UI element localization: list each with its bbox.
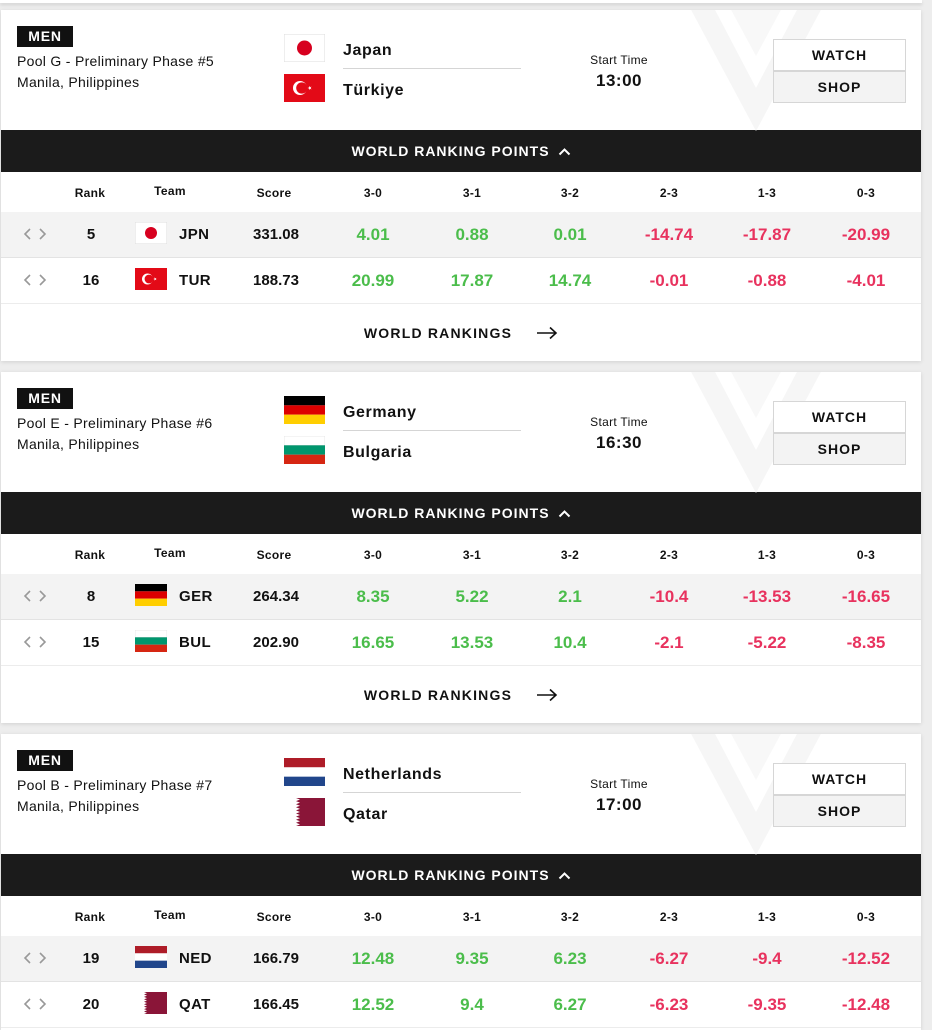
venue-label: Manila, Philippines bbox=[17, 74, 140, 90]
category-badge: MEN bbox=[17, 388, 73, 409]
match-header bbox=[1, 372, 921, 492]
team2-name[interactable]: Bulgaria bbox=[343, 444, 412, 461]
flag-bulgaria-icon bbox=[284, 436, 325, 464]
team1-name[interactable]: Japan bbox=[343, 42, 393, 59]
points-table-header bbox=[1, 534, 921, 574]
points-31: 9.4 bbox=[460, 995, 484, 1014]
points-23: -2.1 bbox=[654, 633, 684, 652]
team-code[interactable]: GER bbox=[179, 588, 213, 605]
col-rank-header: Rank bbox=[74, 186, 106, 200]
col-30-header: 3-0 bbox=[363, 548, 383, 562]
table-row bbox=[1, 574, 921, 620]
col-team-header: Team bbox=[154, 908, 186, 922]
start-time-label: Start Time bbox=[590, 777, 648, 791]
col-30-header: 3-0 bbox=[363, 910, 383, 924]
world-ranking-points-toggle[interactable] bbox=[1, 130, 921, 172]
col-rank-header: Rank bbox=[74, 548, 106, 562]
points-32: 14.74 bbox=[548, 271, 592, 290]
col-rank-header: Rank bbox=[74, 910, 106, 924]
col-score-header: Score bbox=[256, 548, 292, 562]
start-time-label: Start Time bbox=[590, 53, 648, 67]
col-31-header: 3-1 bbox=[462, 186, 482, 200]
team-code[interactable]: BUL bbox=[179, 634, 212, 651]
shop-button[interactable]: SHOP bbox=[773, 795, 906, 827]
points-03: -12.48 bbox=[841, 995, 891, 1014]
points-03: -20.99 bbox=[841, 225, 891, 244]
points-30: 8.35 bbox=[356, 587, 390, 606]
points-30: 16.65 bbox=[351, 633, 395, 652]
points-31: 0.88 bbox=[455, 225, 489, 244]
left-right-arrows-icon[interactable] bbox=[23, 589, 47, 603]
flag-turkiye-icon bbox=[135, 268, 167, 290]
flag-japan-icon bbox=[135, 222, 167, 244]
watch-button[interactable]: WATCH bbox=[773, 39, 906, 71]
points-32: 0.01 bbox=[553, 225, 587, 244]
team-divider bbox=[343, 792, 521, 793]
previous-card-edge bbox=[0, 0, 922, 3]
col-23-header: 2-3 bbox=[659, 910, 679, 924]
flag-qatar-icon bbox=[135, 992, 167, 1014]
points-table-header bbox=[1, 896, 921, 936]
col-03-header: 0-3 bbox=[856, 910, 876, 924]
col-13-header: 1-3 bbox=[757, 186, 777, 200]
points-31: 5.22 bbox=[455, 587, 489, 606]
match-card bbox=[1, 734, 921, 1030]
world-rankings-label: WORLD RANKINGS bbox=[363, 325, 513, 341]
wrp-title: WORLD RANKING POINTS bbox=[351, 505, 550, 521]
points-13: -9.4 bbox=[752, 949, 782, 968]
score-value: 188.73 bbox=[253, 272, 299, 289]
world-rankings-link[interactable] bbox=[1, 666, 921, 723]
left-right-arrows-icon[interactable] bbox=[23, 951, 47, 965]
points-31: 9.35 bbox=[455, 949, 489, 968]
col-23-header: 2-3 bbox=[659, 548, 679, 562]
points-03: -12.52 bbox=[841, 949, 891, 968]
match-header bbox=[1, 10, 921, 130]
points-13: -13.53 bbox=[742, 587, 792, 606]
score-value: 166.79 bbox=[253, 950, 299, 967]
pool-phase-label: Pool E - Preliminary Phase #6 bbox=[17, 415, 213, 431]
points-13: -9.35 bbox=[747, 995, 787, 1014]
wrp-title: WORLD RANKING POINTS bbox=[351, 867, 550, 883]
world-ranking-points-toggle[interactable] bbox=[1, 854, 921, 896]
points-32: 6.27 bbox=[553, 995, 587, 1014]
table-row bbox=[1, 212, 921, 258]
team-divider bbox=[343, 68, 521, 69]
score-value: 202.90 bbox=[253, 634, 299, 651]
chevron-up-icon bbox=[558, 509, 571, 518]
col-team-header: Team bbox=[154, 184, 186, 198]
rank-value: 16 bbox=[82, 272, 100, 289]
venue-label: Manila, Philippines bbox=[17, 436, 140, 452]
points-30: 4.01 bbox=[356, 225, 390, 244]
rank-value: 20 bbox=[82, 996, 100, 1013]
points-23: -6.27 bbox=[649, 949, 689, 968]
points-23: -14.74 bbox=[644, 225, 694, 244]
points-23: -6.23 bbox=[649, 995, 689, 1014]
col-32-header: 3-2 bbox=[560, 548, 580, 562]
rank-value: 8 bbox=[86, 588, 96, 605]
col-score-header: Score bbox=[256, 186, 292, 200]
flag-netherlands-icon bbox=[284, 758, 325, 786]
points-32: 2.1 bbox=[558, 587, 582, 606]
watch-button[interactable]: WATCH bbox=[773, 763, 906, 795]
col-score-header: Score bbox=[256, 910, 292, 924]
points-30: 20.99 bbox=[351, 271, 395, 290]
rank-value: 19 bbox=[82, 950, 100, 967]
pool-phase-label: Pool G - Preliminary Phase #5 bbox=[17, 53, 215, 69]
category-badge: MEN bbox=[17, 26, 73, 47]
shop-button[interactable]: SHOP bbox=[773, 71, 906, 103]
arrow-right-icon bbox=[536, 326, 558, 340]
team-code[interactable]: QAT bbox=[179, 996, 211, 1013]
points-13: -17.87 bbox=[742, 225, 792, 244]
match-header bbox=[1, 734, 921, 854]
team-code[interactable]: TUR bbox=[179, 272, 212, 289]
points-13: -0.88 bbox=[747, 271, 787, 290]
points-23: -10.4 bbox=[649, 587, 689, 606]
start-time-value: 13:00 bbox=[596, 71, 642, 90]
col-32-header: 3-2 bbox=[560, 910, 580, 924]
col-32-header: 3-2 bbox=[560, 186, 580, 200]
left-right-arrows-icon[interactable] bbox=[23, 273, 47, 287]
col-13-header: 1-3 bbox=[757, 548, 777, 562]
chevron-up-icon bbox=[558, 871, 571, 880]
team-divider bbox=[343, 430, 521, 431]
flag-bulgaria-icon bbox=[135, 630, 167, 652]
points-30: 12.48 bbox=[351, 949, 395, 968]
left-right-arrows-icon[interactable] bbox=[23, 997, 47, 1011]
wrp-title: WORLD RANKING POINTS bbox=[351, 143, 550, 159]
start-time-value: 17:00 bbox=[596, 795, 642, 814]
col-team-header: Team bbox=[154, 546, 186, 560]
flag-germany-icon bbox=[135, 584, 167, 606]
flag-turkiye-icon bbox=[284, 74, 325, 102]
venue-label: Manila, Philippines bbox=[17, 798, 140, 814]
left-right-arrows-icon[interactable] bbox=[23, 227, 47, 241]
col-30-header: 3-0 bbox=[363, 186, 383, 200]
table-row bbox=[1, 936, 921, 982]
flag-japan-icon bbox=[284, 34, 325, 62]
points-23: -0.01 bbox=[649, 271, 689, 290]
pool-phase-label: Pool B - Preliminary Phase #7 bbox=[17, 777, 213, 793]
table-row bbox=[1, 258, 921, 304]
col-03-header: 0-3 bbox=[856, 548, 876, 562]
flag-germany-icon bbox=[284, 396, 325, 424]
team2-name[interactable]: Qatar bbox=[343, 806, 388, 823]
start-time-label: Start Time bbox=[590, 415, 648, 429]
rank-value: 5 bbox=[86, 226, 96, 243]
col-13-header: 1-3 bbox=[757, 910, 777, 924]
world-ranking-points-toggle[interactable] bbox=[1, 492, 921, 534]
col-23-header: 2-3 bbox=[659, 186, 679, 200]
start-time-value: 16:30 bbox=[596, 433, 642, 452]
points-03: -8.35 bbox=[846, 633, 886, 652]
category-badge: MEN bbox=[17, 750, 73, 771]
score-value: 264.34 bbox=[253, 588, 299, 605]
table-row bbox=[1, 620, 921, 666]
rank-value: 15 bbox=[82, 634, 100, 651]
col-03-header: 0-3 bbox=[856, 186, 876, 200]
world-rankings-link[interactable] bbox=[1, 304, 921, 361]
score-value: 331.08 bbox=[253, 226, 299, 243]
world-rankings-label: WORLD RANKINGS bbox=[363, 687, 513, 703]
table-row bbox=[1, 982, 921, 1028]
points-03: -16.65 bbox=[841, 587, 891, 606]
left-right-arrows-icon[interactable] bbox=[23, 635, 47, 649]
points-31: 17.87 bbox=[450, 271, 494, 290]
points-32: 6.23 bbox=[553, 949, 587, 968]
arrow-right-icon bbox=[536, 688, 558, 702]
match-card bbox=[1, 10, 921, 361]
points-32: 10.4 bbox=[553, 633, 587, 652]
team1-name[interactable]: Netherlands bbox=[343, 766, 443, 783]
points-13: -5.22 bbox=[747, 633, 787, 652]
col-31-header: 3-1 bbox=[462, 910, 482, 924]
points-table-header bbox=[1, 172, 921, 212]
team2-name[interactable]: Türkiye bbox=[343, 82, 405, 99]
match-card bbox=[1, 372, 921, 723]
points-31: 13.53 bbox=[450, 633, 494, 652]
flag-qatar-icon bbox=[284, 798, 325, 826]
flag-netherlands-icon bbox=[135, 946, 167, 968]
col-31-header: 3-1 bbox=[462, 548, 482, 562]
team-code[interactable]: JPN bbox=[179, 226, 210, 243]
watch-button[interactable]: WATCH bbox=[773, 401, 906, 433]
points-30: 12.52 bbox=[351, 995, 395, 1014]
team-code[interactable]: NED bbox=[179, 950, 212, 967]
shop-button[interactable]: SHOP bbox=[773, 433, 906, 465]
points-03: -4.01 bbox=[846, 271, 886, 290]
team1-name[interactable]: Germany bbox=[343, 404, 417, 421]
chevron-up-icon bbox=[558, 147, 571, 156]
score-value: 166.45 bbox=[253, 996, 299, 1013]
